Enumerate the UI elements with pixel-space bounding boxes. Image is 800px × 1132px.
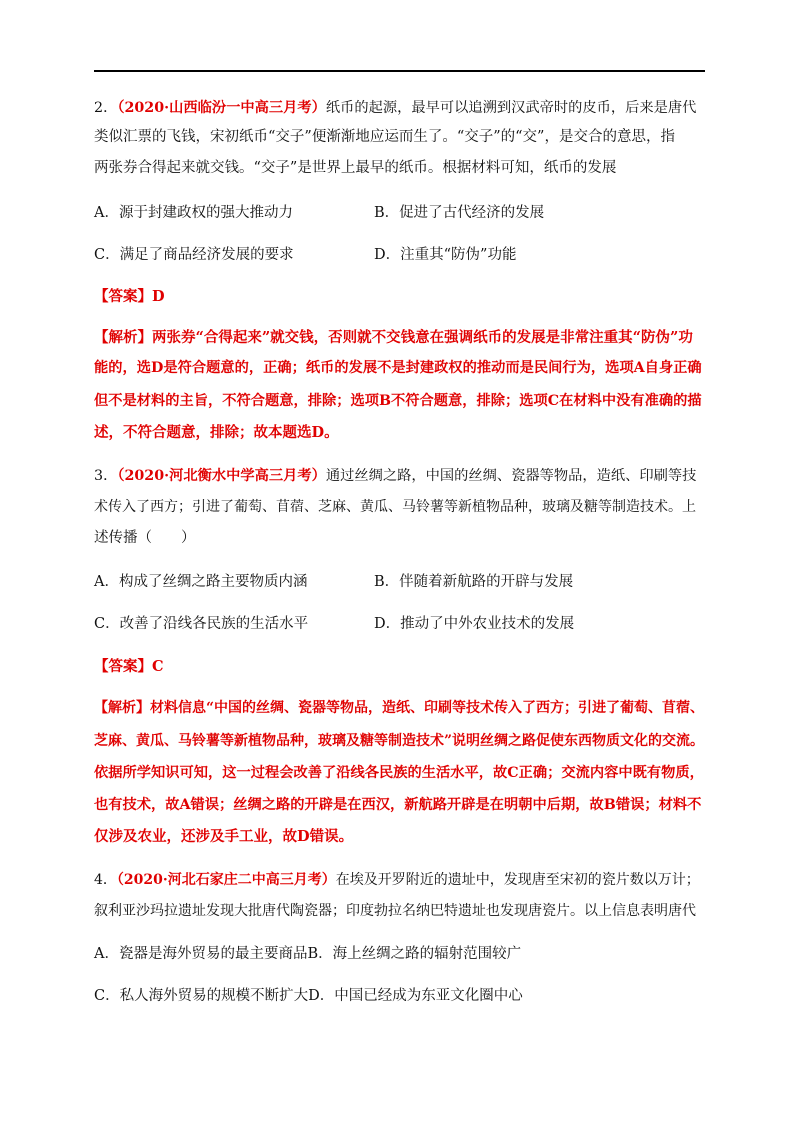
q2-analysis-line-3: 但不是材料的主旨，不符合题意，排除；选项B不符合题意，排除；选项C在材料中没有准确的描 bbox=[94, 393, 702, 409]
q3-stem-line-3: 述传播（ ） bbox=[94, 530, 196, 546]
q3-number: 3． bbox=[94, 468, 118, 484]
q2-number: 2． bbox=[94, 100, 118, 116]
q2-stem-line-3: 两张券合得起来就交钱。“交子”是世界上最早的纸币。根据材料可知，纸币的发展 bbox=[94, 160, 617, 176]
q4-source: （2020·河北石家庄二中高三月考） bbox=[116, 872, 336, 888]
q3-option-a: A．构成了丝绸之路主要物质内涵 bbox=[94, 574, 308, 590]
q3-analysis-line-4: 也有技术，故A错误；丝绸之路的开辟是在西汉，新航路开辟是在明朝中后期，故B错误；材料不 bbox=[94, 797, 702, 813]
header-rule bbox=[94, 70, 705, 72]
q4-options-ab: A．瓷器是海外贸易的最主要商品B．海上丝绸之路的辐射范围较广 bbox=[94, 946, 522, 962]
q2-option-a: A．源于封建政权的强大推动力 bbox=[94, 205, 293, 221]
q3-stem-text-1: 通过丝绸之路，中国的丝绸、瓷器等物品，造纸、印刷等技 bbox=[325, 468, 697, 484]
q2-stem-line-2: 类似汇票的飞钱，宋初纸币“交子”便渐渐地应运而生了。“交子”的“交”，是交合的意思，指 bbox=[94, 129, 675, 145]
q3-option-d: D．推动了中外农业技术的发展 bbox=[374, 616, 575, 632]
q3-option-c: C．改善了沿线各民族的生活水平 bbox=[94, 616, 309, 632]
q2-analysis-line-4: 述，不符合题意，排除；故本题选D。 bbox=[94, 424, 339, 441]
q2-analysis-line-1: 【解析】两张券“合得起来”就交钱，否则就不交钱意在强调纸币的发展是非常注重其“防伪”功 bbox=[94, 329, 693, 346]
q2-answer: 【答案】D bbox=[94, 288, 165, 305]
q2-stem-line-1 bbox=[94, 98, 696, 118]
q3-analysis-line-3: 依据所学知识可知，这一过程会改善了沿线各民族的生活水平，故C正确；交流内容中既有物质， bbox=[94, 765, 704, 781]
q2-source: （2020·山西临汾一中高三月考） bbox=[117, 100, 326, 116]
q2-analysis-line-2: 能的，选D是符合题意的，正确；纸币的发展不是封建政权的推动而是民间行为，选项A自身正确 bbox=[94, 360, 702, 376]
q3-stem-line-2: 术传入了西方；引进了葡萄、苜蓿、芝麻、黄瓜、马铃薯等新植物品种，玻璃及糖等制造技术。上 bbox=[94, 499, 696, 515]
q4-stem-text-1: 在埃及开罗附近的遗址中，发现唐至宋初的瓷片数以万计； bbox=[335, 872, 700, 888]
q3-source: （2020·河北衡水中学高三月考） bbox=[117, 468, 326, 484]
q4-number: 4． bbox=[94, 872, 117, 888]
q4-options-cd: C．私人海外贸易的规模不断扩大D．中国已经成为东亚文化圈中心 bbox=[94, 988, 523, 1004]
q2-stem-text-1: 纸币的起源，最早可以追溯到汉武帝时的皮币，后来是唐代 bbox=[325, 100, 697, 116]
q3-option-b: B．伴随着新航路的开辟与发展 bbox=[374, 574, 574, 590]
q3-answer: 【答案】C bbox=[94, 658, 164, 675]
q2-option-b: B．促进了古代经济的发展 bbox=[374, 205, 545, 221]
q4-stem-line-1 bbox=[94, 870, 700, 890]
q3-analysis-line-1: 【解析】材料信息“中国的丝绸、瓷器等物品，造纸、印刷等技术传入了西方；引进了葡萄、苜蓿、 bbox=[94, 700, 705, 716]
q4-stem-line-2: 叙利亚沙玛拉遗址发现大批唐代陶瓷器；印度勃拉名纳巴特遗址也发现唐瓷片。以上信息表明唐代 bbox=[94, 903, 696, 919]
q3-analysis-line-2: 芝麻、黄瓜、马铃薯等新植物品种，玻璃及糖等制造技术”说明丝绸之路促使东西物质文化的交流。 bbox=[94, 733, 705, 749]
q2-option-c: C．满足了商品经济发展的要求 bbox=[94, 247, 294, 263]
q3-analysis-line-5: 仅涉及农业，还涉及手工业，故D错误。 bbox=[94, 828, 354, 845]
q2-option-d: D．注重其“防伪”功能 bbox=[374, 247, 517, 263]
q3-stem-line-1 bbox=[94, 466, 696, 486]
